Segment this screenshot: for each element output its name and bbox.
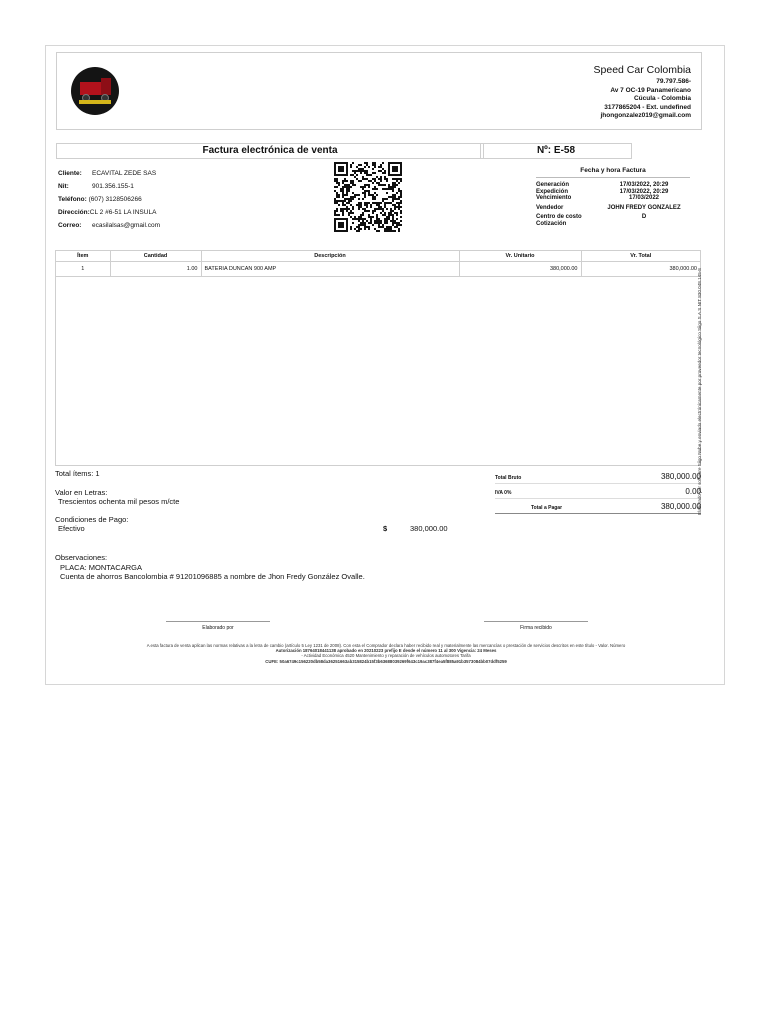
col-descripcion: Descripción <box>201 251 459 261</box>
col-unitario: Vr. Unitario <box>459 251 581 261</box>
company-logo <box>71 67 119 115</box>
software-vertical-note: Elaborado por software Siigo Nube y enviado electrónicamente por proveedor tecnológico Siigo S.A.S NIT 830.048.145-8 <box>697 268 702 515</box>
date-row: Vencimiento 17/03/2022 <box>536 195 660 202</box>
date-row: Expedición 17/03/2022, 20:29 <box>536 188 669 195</box>
col-total: Vr. Total <box>581 251 700 261</box>
client-phone: (607) 3128506266 <box>88 196 142 203</box>
invoice-header <box>56 52 702 130</box>
legal-footer: A esta factura de venta aplican las normas relativas a la letra de cambio (artículo 5 Ley 1231 de 2008). Con esta el Comprador declara haber recibido real y materialmente las mercancías o prestación de servicios descritos en este título - Valor. Número Autorización 18764018441138 aprobado en 20210223 prefijo E desde el número 11 al 300 Vigencia: 24 Meses - Actividad Económica 4520 Mantenimiento y reparación de vehículos automotores Tarifa CUFE: 50a6749c156220db58da36251663ab315824b15f3b63688039269f643c19ac387f4ea5f885a91b3573084bb07ddf5259 <box>146 643 626 664</box>
observations: Observaciones: PLACA: MONTACARGA Cuenta de ahorros Bancolombia # 91201096885 a nombre de Jhon Fredy González Ovalle. <box>55 553 365 581</box>
company-phone: 3177865204 - Ext. undefined <box>604 103 691 111</box>
invoice-number: Nº: E-58 <box>480 143 632 159</box>
total-pagar-row: Total a Pagar 380,000.00 <box>495 499 701 514</box>
client-address: CL 2 #6-51 LA INSULA <box>89 209 157 216</box>
invoice-dates <box>536 168 690 228</box>
company-info <box>594 63 691 121</box>
date-row: Vendedor JOHN FREDY GONZALEZ <box>536 205 681 212</box>
col-item: Ítem <box>56 251 110 261</box>
total-bruto-row: Total Bruto 380,000.00 <box>495 469 701 484</box>
date-row: Generación 17/03/2022, 20:29 <box>536 181 669 188</box>
client-label: Cliente: <box>58 170 82 177</box>
company-nit: 79.797.586- <box>656 78 691 85</box>
document-title: Factura electrónica de venta <box>56 143 484 159</box>
signature-elaborado: Elaborado por <box>166 621 270 631</box>
invoice-page <box>45 45 725 685</box>
nit-label: Nit: <box>58 183 69 190</box>
table-row: 1 1.00 BATERIA DUNCAN 900 AMP 380,000.00 380,000.00 <box>56 261 700 276</box>
client-name: ECAVITAL ZEDE SAS <box>92 170 157 177</box>
email-label: Correo: <box>58 222 82 229</box>
qr-code <box>334 162 402 232</box>
company-city: Cúcula - Colombia <box>633 95 691 102</box>
date-row: Centro de costo D <box>536 213 647 220</box>
company-name: Speed Car Colombia <box>593 64 691 76</box>
address-label: Dirección: <box>58 209 90 216</box>
client-email: ecasilalsas@gmail.com <box>92 222 161 229</box>
total-items: Total ítems: 1 <box>55 469 100 478</box>
dates-header: Fecha y hora Factura <box>536 168 690 178</box>
value-in-words: Valor en Letras: Trescientos ochenta mil pesos m/cte <box>55 488 180 506</box>
company-email: jhongonzalez019@gmail.com <box>600 112 691 119</box>
totals-block <box>495 469 701 514</box>
iva-row: IVA 0% 0.00 <box>495 484 701 499</box>
signature-recibido: Firma recibido <box>484 621 588 631</box>
payment-conditions: Condiciones de Pago: Efectivo $ 380,000.00 <box>55 515 448 533</box>
client-nit: 901.356.155-1 <box>92 183 134 190</box>
phone-label: Teléfono: <box>58 196 87 203</box>
items-table <box>55 250 701 466</box>
col-cantidad: Cantidad <box>110 251 201 261</box>
company-address: Av 7 OC-19 Panamericano <box>610 86 691 94</box>
date-row: Cotización <box>536 220 567 227</box>
client-info <box>58 167 160 232</box>
